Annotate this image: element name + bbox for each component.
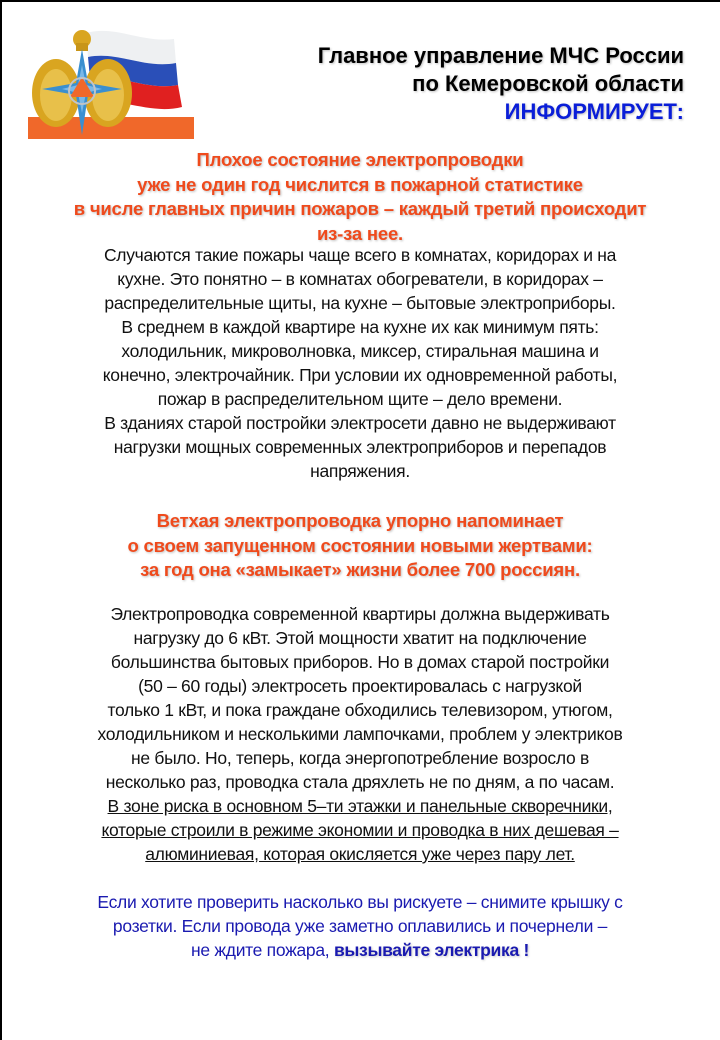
intro-heading-line: уже не один год числится в пожарной статистике bbox=[137, 173, 583, 195]
paragraph-line: холодильник, микроволновка, миксер, стиральная машина и bbox=[121, 341, 599, 361]
paragraph-causes bbox=[0, 243, 720, 483]
warning-heading bbox=[0, 509, 720, 583]
paragraph-line: конечно, электрочайник. При условии их одновременной работы, bbox=[102, 365, 618, 385]
intro-heading-line: Плохое состояние электропроводки bbox=[196, 149, 524, 170]
advice-block bbox=[0, 890, 720, 962]
paragraph-line: распределительные щиты, на кухне – бытовые электроприборы. bbox=[104, 293, 616, 313]
intro-heading-line: в числе главных причин пожаров – каждый третий происходит bbox=[73, 198, 647, 219]
risk-zone-underlined-line: В зоне риска в основном 5–ти этажки и панельные скворечники, bbox=[107, 796, 613, 816]
mchs-emblem-with-flag-icon bbox=[26, 25, 194, 141]
advice-line-final bbox=[0, 938, 720, 962]
paragraph-line: холодильником и несколькими лампочками, проблем у электриков bbox=[97, 724, 623, 744]
paragraph-line: Случаются такие пожары чаще всего в комнатах, коридорах и на bbox=[103, 245, 617, 265]
call-electrician-emphasis: вызывайте электрика ! bbox=[333, 940, 529, 960]
paragraph-line: не было. Но, теперь, когда энергопотребление возросло в bbox=[131, 748, 589, 768]
paragraph-old-wiring bbox=[0, 602, 720, 866]
paragraph-line: пожар в распределительном щите – дело времени. bbox=[157, 389, 563, 409]
paragraph-line: несколько раз, проводка стала дряхлеть не по дням, а по часам. bbox=[105, 772, 615, 792]
intro-heading-line: из-за нее. bbox=[316, 222, 403, 244]
paragraph-line: (50 – 60 годы) электросеть проектировалась с нагрузкой bbox=[138, 676, 582, 696]
warning-heading-line: за год она «замыкает» жизни более 700 россиян. bbox=[140, 559, 580, 580]
advice-prefix: не ждите пожара, bbox=[191, 940, 334, 960]
header-line-1: Главное управление МЧС России bbox=[317, 43, 684, 68]
paragraph-line: Электропроводка современной квартиры должна выдерживать bbox=[110, 604, 610, 624]
header-line-2: по Кемеровской области bbox=[412, 71, 684, 96]
warning-heading-line: о своем запущенном состоянии новыми жертвами: bbox=[127, 534, 593, 556]
warning-heading-line: Ветхая электропроводка упорно напоминает bbox=[156, 510, 564, 531]
header-informs: ИНФОРМИРУЕТ: bbox=[504, 99, 684, 124]
intro-heading bbox=[0, 148, 720, 246]
paragraph-line: В среднем в каждой квартире на кухне их как минимум пять: bbox=[121, 317, 599, 337]
risk-zone-underlined-line: которые строили в режиме экономии и проводка в них дешевая – bbox=[101, 820, 619, 840]
paragraph-line: кухне. Это понятно – в комнатах обогреватели, в коридорах – bbox=[117, 269, 603, 289]
paragraph-line: большинства бытовых приборов. Но в домах старой постройки bbox=[110, 652, 610, 672]
risk-zone-underlined-line: алюминиевая, которая окисляется уже через пару лет. bbox=[145, 844, 575, 864]
paragraph-line: нагрузку до 6 кВт. Этой мощности хватит на подключение bbox=[133, 628, 587, 648]
advice-line: Если хотите проверить насколько вы рискуете – снимите крышку с bbox=[97, 892, 623, 912]
paragraph-line: нагрузки мощных современных электроприборов и перепадов bbox=[113, 437, 607, 457]
paragraph-line: только 1 кВт, и пока граждане обходились телевизором, утюгом, bbox=[107, 700, 613, 720]
advice-line: розетки. Если провода уже заметно оплавились и почернели – bbox=[112, 916, 608, 936]
organization-header bbox=[318, 42, 684, 126]
paragraph-line: В зданиях старой постройки электросети давно не выдерживают bbox=[104, 413, 616, 433]
paragraph-line: напряжения. bbox=[310, 461, 410, 481]
